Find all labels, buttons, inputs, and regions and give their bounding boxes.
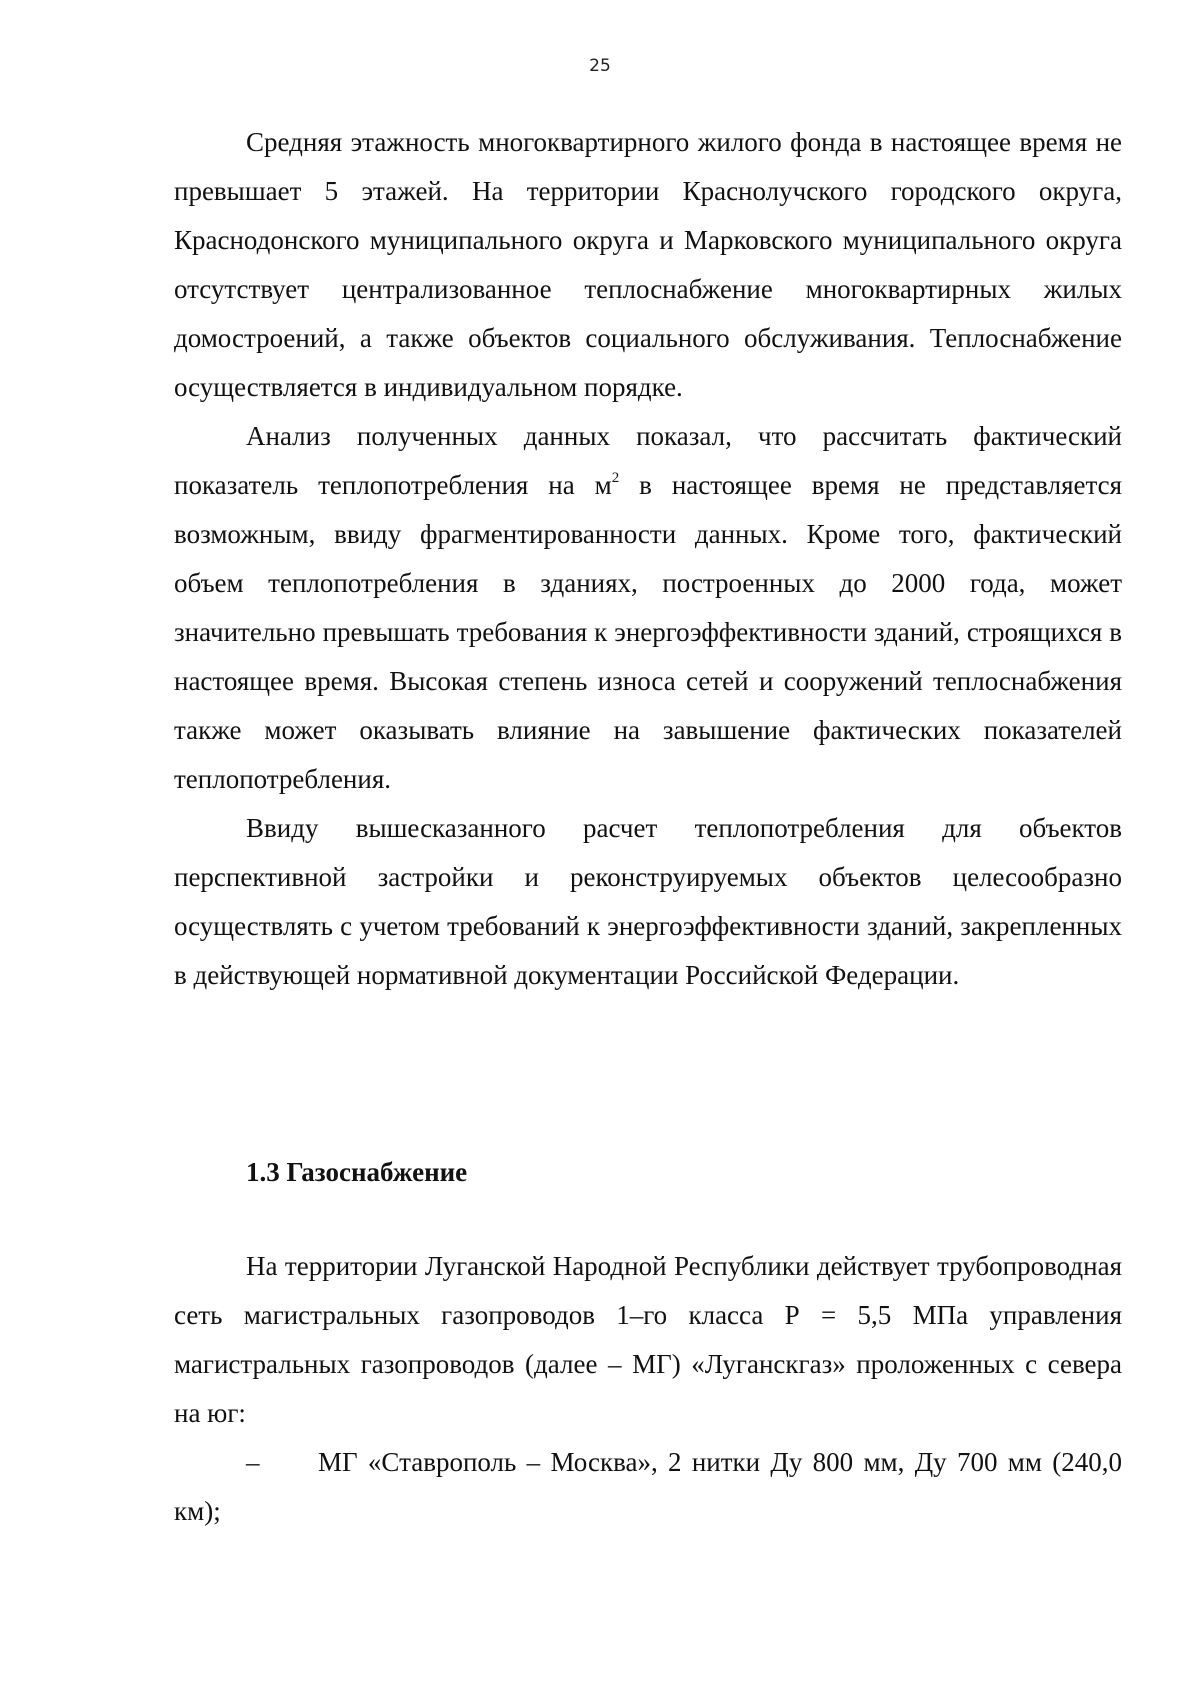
paragraph-analysis [174, 412, 1122, 804]
list-item-text: МГ «Ставрополь – Москва», 2 нитки Ду 800 мм, Ду 700 мм (240,0 км); [174, 1447, 1122, 1526]
paragraph-analysis-part1: Анализ полученных данных показал, что рассчитать фактический показатель теплопотребления на м [174, 421, 1122, 500]
body-text-top [174, 118, 1122, 1000]
page-number: 25 [589, 56, 611, 76]
paragraph-analysis-part2: в настоящее время не представляется возможным, ввиду фрагментированности данных. Кроме того, фактический объем теплопотребления в зданиях, построенных до 2000 года, может значительно превышать требования к энергоэффективности зданий, строящихся в настоящее время. Высокая степень износа сетей и сооружений теплоснабжения также может оказывать влияние на завышение фактических показателей теплопотребления. [174, 470, 1123, 794]
paragraph-housing: Средняя этажность многоквартирного жилого фонда в настоящее время не превышает 5 этажей. На территории Краснолучского городского округа, Краснодонского муниципального округа и Марковского муниципального округа отсутствует централизованное теплоснабжение многоквартирных жилых домостроений, а также объектов социального обслуживания. Теплоснабжение осуществляется в индивидуальном порядке. [174, 127, 1122, 402]
paragraph-conclusion: Ввиду вышесказанного расчет теплопотребления для объектов перспективной застройки и реконструируемых объектов целесообразно осуществлять с учетом требований к энергоэффективности зданий, закрепленных в действующей нормативной документации Российской Федерации. [174, 813, 1122, 990]
superscript-2: 2 [611, 470, 620, 486]
body-text-gas [174, 1242, 1122, 1536]
list-item [174, 1438, 1122, 1536]
section-heading: 1.3 Газоснабжение [246, 1157, 468, 1187]
paragraph-gas-network: На территории Луганской Народной Республики действует трубопроводная сеть магистральных газопроводов 1–го класса Р = 5,5 МПа управления магистральных газопроводов (далее – МГ) «Луганскгаз» проложенных с севера на юг: [174, 1251, 1122, 1428]
list-dash: – [246, 1447, 260, 1477]
